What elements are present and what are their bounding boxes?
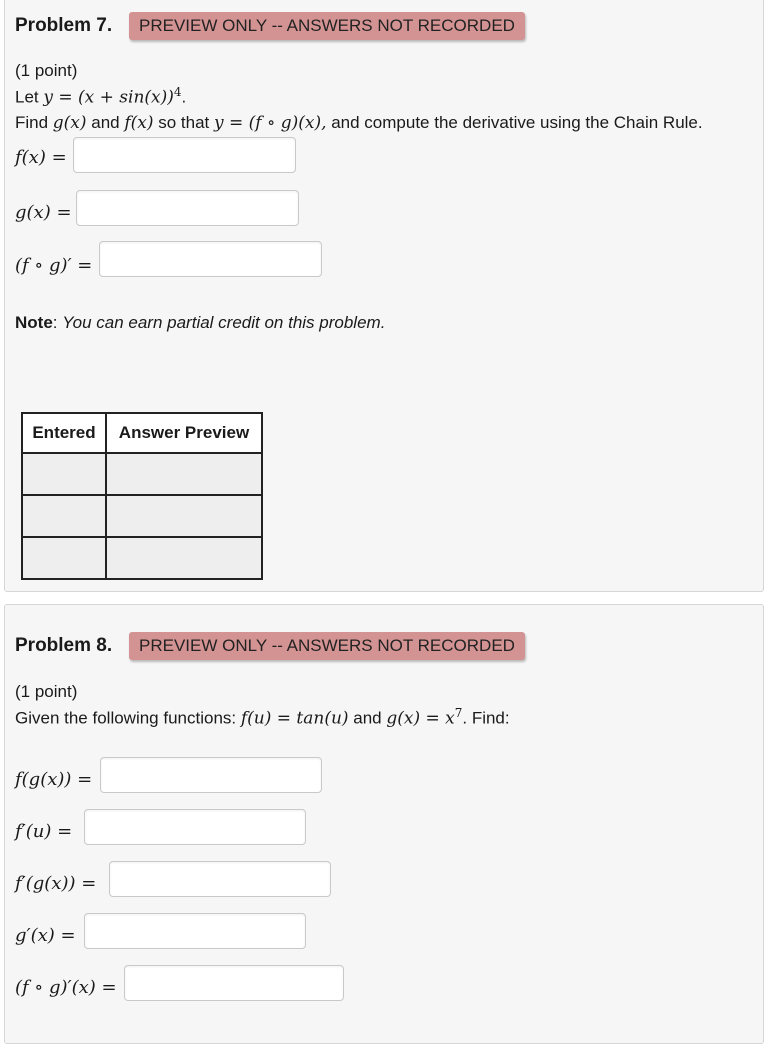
problem-7-statement: Let $y = (x + \sin(x))^4$. — [15, 85, 187, 108]
partial-credit-note: Note: You can earn partial credit on this problem. — [15, 313, 386, 332]
f-prime-g-answer-input[interactable] — [109, 861, 331, 897]
function-exponent: 4 — [173, 85, 182, 99]
preview-only-badge: PREVIEW ONLY -- ANSWERS NOT RECORDED — [129, 632, 525, 660]
problem-8-card — [4, 604, 764, 1044]
answer-preview-table — [21, 412, 263, 580]
preview-only-badge: PREVIEW ONLY -- ANSWERS NOT RECORDED — [129, 12, 525, 40]
table-row — [22, 495, 262, 537]
g-exponent: 7 — [454, 706, 463, 720]
f-prime-u-label: f′(u) = — [15, 821, 73, 842]
problem-7-points: (1 point) — [15, 61, 78, 80]
g-prime-label: g′(x) = — [15, 925, 76, 946]
table-row — [22, 537, 262, 579]
problem-8-points: (1 point) — [15, 682, 78, 701]
table-cell — [106, 537, 262, 579]
table-cell — [22, 453, 106, 495]
f-definition: f(u) = tan(u) — [240, 708, 349, 729]
fog-derivative-answer-input[interactable] — [99, 241, 322, 277]
problem-7-title: Problem 7. — [15, 15, 113, 36]
fx-label: f(x) = — [15, 147, 67, 168]
problem-8-statement: Given the following functions: f(u) = tan(u) and $g(x) = x^7$. Find: — [15, 706, 510, 729]
fog-prime-x-answer-input[interactable] — [124, 965, 344, 1001]
problem-7-card — [4, 0, 764, 592]
g-definition: g(x) = x — [386, 708, 455, 729]
gx-answer-input[interactable] — [76, 190, 299, 226]
table-cell — [106, 453, 262, 495]
function-expression: y = (x + sin(x)) — [43, 87, 174, 108]
f-of-g-answer-input[interactable] — [100, 757, 322, 793]
table-row — [22, 453, 262, 495]
problem-7-instruction: Find g(x) and f(x) so that y = (f ∘ g)(x), and compute the derivative using the Chain Rule. — [15, 113, 703, 133]
g-prime-answer-input[interactable] — [84, 913, 306, 949]
f-prime-g-label: f′(g(x)) = — [15, 873, 97, 894]
table-cell — [22, 495, 106, 537]
f-of-g-label: f(g(x)) = — [15, 769, 93, 790]
fog-derivative-label: (f ∘ g)′ = — [15, 255, 93, 276]
table-cell — [22, 537, 106, 579]
problem-8-title: Problem 8. — [15, 635, 113, 656]
gx-label: g(x) = — [15, 202, 72, 223]
fog-prime-x-label: (f ∘ g)′(x) = — [15, 977, 117, 998]
fx-answer-input[interactable] — [73, 137, 296, 173]
entered-header: Entered — [22, 413, 106, 453]
table-cell — [106, 495, 262, 537]
answer-preview-header: Answer Preview — [106, 413, 262, 453]
f-prime-u-answer-input[interactable] — [84, 809, 306, 845]
